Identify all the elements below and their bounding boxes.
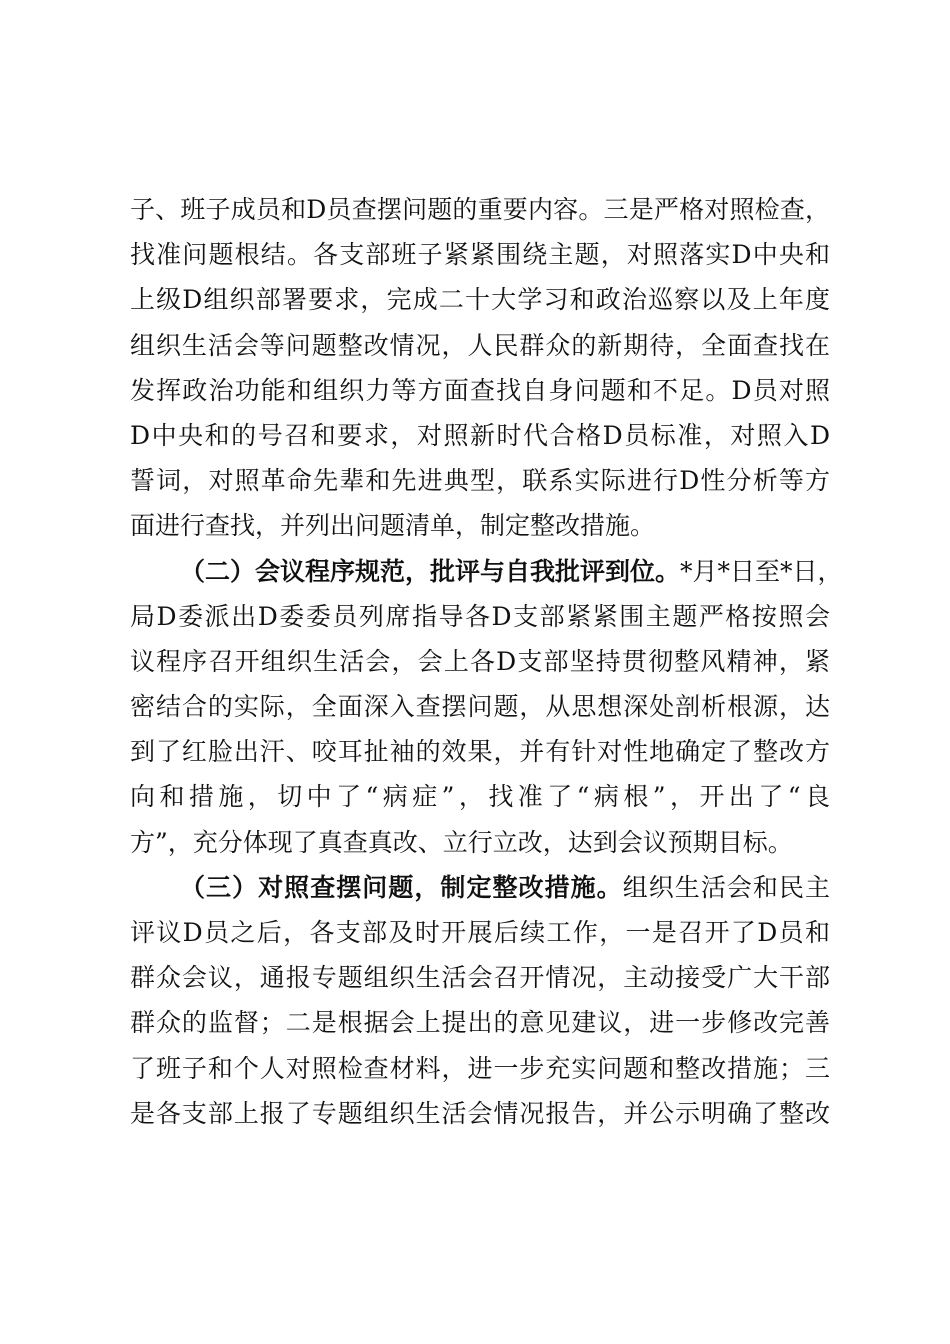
section-heading-3: （三）对照查摆问题，制定整改措施。 — [180, 872, 623, 902]
text-line: 到了红脸出汗、咬耳扯袖的效果，并有针对性地确定了整改方 — [130, 737, 830, 767]
text-line: 议程序召开组织生活会，会上各D支部坚持贯彻整风精神，紧 — [130, 646, 830, 676]
text-line: 誓词，对照革命先辈和先进典型，联系实际进行D性分析等方 — [130, 466, 830, 496]
text-line: 子、班子成员和D员查摆问题的重要内容。三是严格对照检查， — [130, 195, 830, 224]
section-heading-2: （二）会议程序规范，批评与自我批评到位。 — [180, 556, 681, 586]
text-line: 群众的监督；二是根据会上提出的意见建议，进一步修改完善 — [130, 1008, 830, 1038]
document-body — [130, 187, 843, 1136]
text-line: 面进行查找，并列出问题清单，制定整改措施。 — [130, 511, 656, 541]
text-line: 了班子和个人对照检查材料，进一步充实问题和整改措施；三 — [130, 1053, 830, 1083]
text-line: 密结合的实际，全面深入查摆问题，从思想深处剖析根源，达 — [130, 692, 830, 722]
section-heading-line — [130, 865, 830, 910]
text-line: 组织生活会等问题整改情况，人民群众的新期待，全面查找在 — [130, 330, 830, 360]
section-text: *月*日至*日， — [680, 556, 843, 586]
text-line: 群众会议，通报专题组织生活会召开情况，主动接受广大干部 — [130, 963, 830, 993]
text-line: 评议D员之后，各支部及时开展后续工作，一是召开了D员和 — [130, 918, 830, 947]
text-line: 局D委派出D委委员列席指导各D支部紧紧围主题严格按照会 — [130, 601, 830, 631]
section-heading-line — [130, 549, 843, 594]
section-text: 组织生活会和民主 — [622, 872, 830, 902]
text-line: 上级D组织部署要求，完成二十大学习和政治巡察以及上年度 — [130, 285, 830, 315]
text-line: 是各支部上报了专题组织生活会情况报告，并公示明确了整改 — [130, 1098, 830, 1128]
text-line: 找准问题根结。各支部班子紧紧围绕主题，对照落实D中央和 — [130, 240, 830, 270]
text-line: 发挥政治功能和组织力等方面查找自身问题和不足。D员对照 — [130, 375, 830, 405]
text-line: D中央和的号召和要求，对照新时代合格D员标准，对照入D — [130, 420, 830, 450]
text-line: 向和措施，切中了“病症”，找准了“病根”，开出了“良 — [130, 782, 830, 812]
text-line: 方”，充分体现了真查真改、立行立改，达到会议预期目标。 — [130, 827, 793, 857]
